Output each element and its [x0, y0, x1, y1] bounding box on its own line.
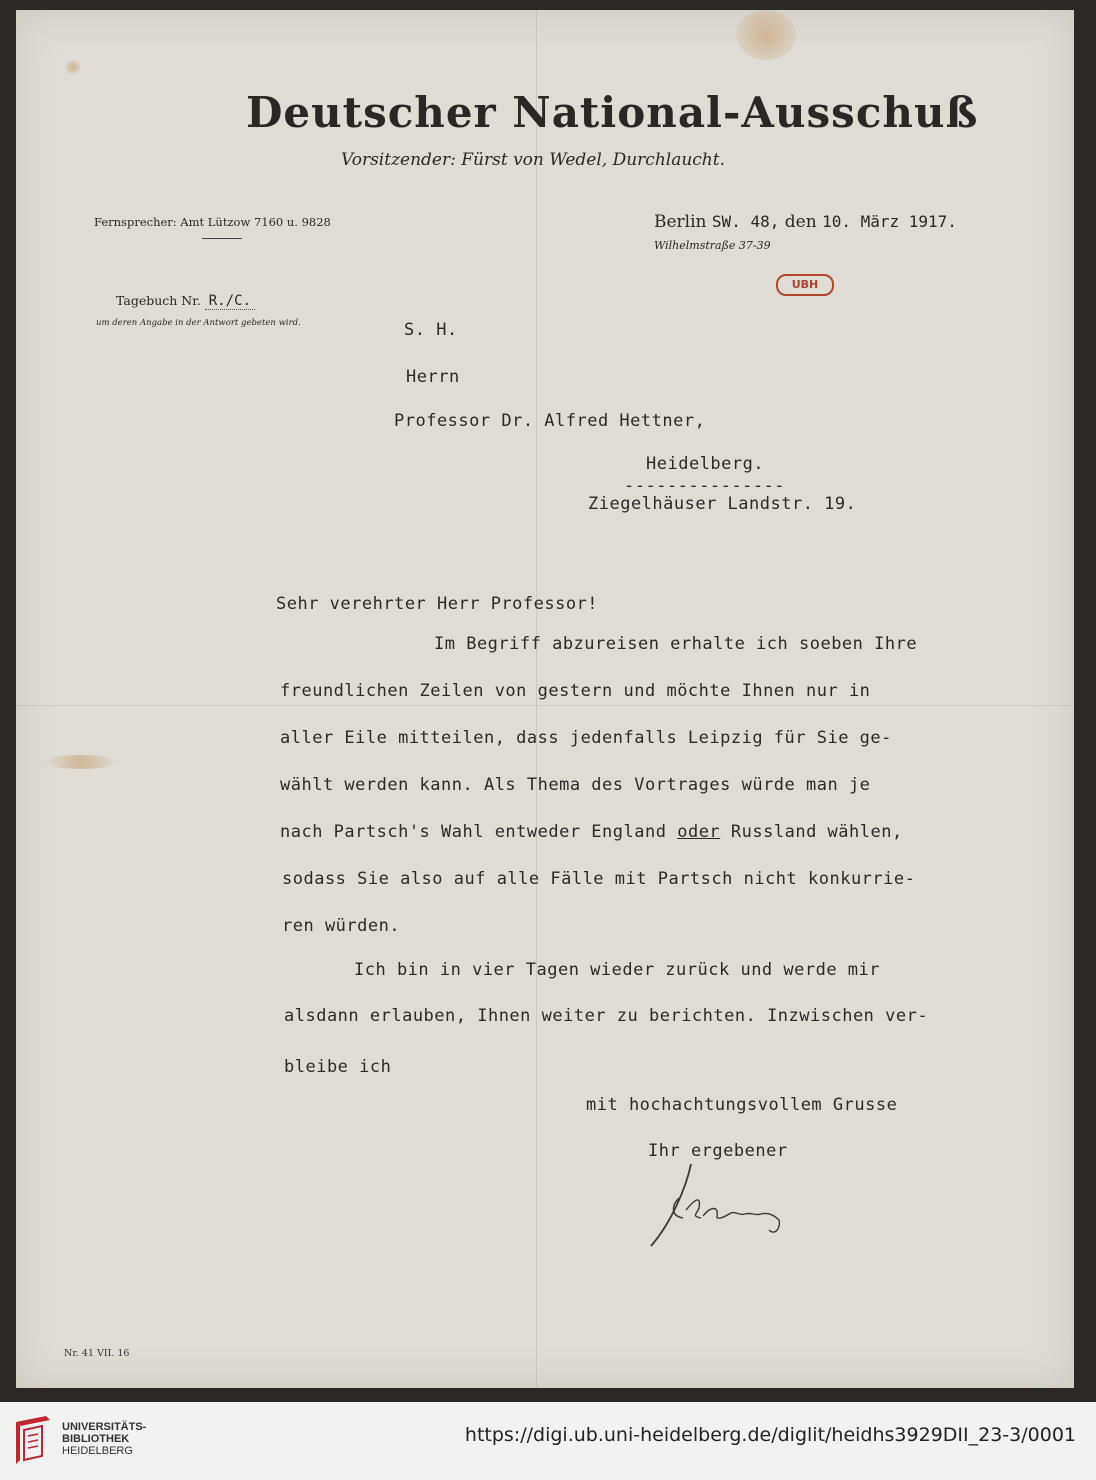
- address-street: Ziegelhäuser Landstr. 19.: [588, 494, 857, 514]
- library-logo-text: [62, 1421, 146, 1457]
- stain: [46, 755, 116, 769]
- body-line: alsdann erlauben, Ihnen weiter zu berichten. Inzwischen ver-: [284, 1006, 929, 1026]
- underlined-word: oder: [677, 822, 721, 842]
- letter-paper: [16, 10, 1074, 1388]
- form-code: Nr. 41 VII. 16: [64, 1348, 130, 1359]
- logo-line: UNIVERSITÄTS-: [62, 1421, 147, 1433]
- letterhead-subtitle: Vorsitzender: Fürst von Wedel, Durchlaucht.: [341, 150, 725, 170]
- signature-stroke: [641, 1158, 811, 1258]
- logo-line: BIBLIOTHEK: [62, 1433, 130, 1445]
- place-district: SW. 48,: [711, 212, 780, 231]
- divider: [202, 238, 242, 239]
- address-rule: ---------------: [624, 476, 786, 496]
- closing-name: Ihr ergebener: [648, 1141, 788, 1161]
- library-logo-icon: [12, 1412, 54, 1473]
- street-address: Wilhelmstraße 37-39: [654, 239, 771, 252]
- body-line: aller Eile mitteilen, dass jedenfalls Leipzig für Sie ge-: [280, 728, 892, 748]
- address-line: Professor Dr. Alfred Hettner,: [394, 411, 706, 431]
- closing: mit hochachtungsvollem Grusse: [586, 1095, 898, 1115]
- body-line: wählt werden kann. Als Thema des Vortrages würde man je: [280, 775, 871, 795]
- body-text: nach Partsch's Wahl entweder England: [280, 822, 667, 842]
- body-line: freundlichen Zeilen von gestern und möchte Ihnen nur in: [280, 681, 871, 701]
- fold-line-horizontal: [16, 705, 1074, 706]
- body-line: [280, 822, 903, 842]
- letter-date: 10. März 1917.: [822, 212, 957, 231]
- diary-label: Tagebuch Nr.: [116, 293, 201, 308]
- logo-line: HEIDELBERG: [62, 1445, 133, 1457]
- library-footer: [0, 1402, 1096, 1480]
- address-city: Heidelberg.: [646, 454, 765, 474]
- signature: [641, 1158, 811, 1263]
- source-url-link[interactable]: https://digi.ub.uni-heidelberg.de/diglit/heidhs3929DII_23-3/0001: [464, 1424, 1076, 1446]
- place-prefix: Berlin: [654, 212, 707, 232]
- body-line: ren würden.: [282, 916, 401, 936]
- body-line: bleibe ich: [284, 1057, 392, 1077]
- address-line: S. H.: [404, 320, 458, 340]
- diary-note: um deren Angabe in der Antwort gebeten wird.: [96, 318, 301, 328]
- diary-number: [116, 293, 255, 309]
- letterhead-title: Deutscher National-Ausschuß: [246, 88, 979, 137]
- body-text: Russland wählen,: [730, 822, 903, 842]
- salutation: Sehr verehrter Herr Professor!: [276, 594, 599, 614]
- stain: [66, 60, 80, 74]
- phone-number: Fernsprecher: Amt Lützow 7160 u. 9828: [94, 215, 331, 229]
- address-line: Herrn: [406, 367, 460, 387]
- place-date: [654, 212, 957, 232]
- date-prefix: den: [784, 212, 817, 232]
- stain: [736, 10, 796, 60]
- body-line: Ich bin in vier Tagen wieder zurück und werde mir: [354, 960, 881, 980]
- body-line: sodass Sie also auf alle Fälle mit Partsch nicht konkurrie-: [282, 869, 916, 889]
- library-stamp: UBH: [776, 274, 834, 296]
- body-line: Im Begriff abzureisen erhalte ich soeben Ihre: [434, 634, 918, 654]
- diary-value: R./C.: [205, 293, 255, 310]
